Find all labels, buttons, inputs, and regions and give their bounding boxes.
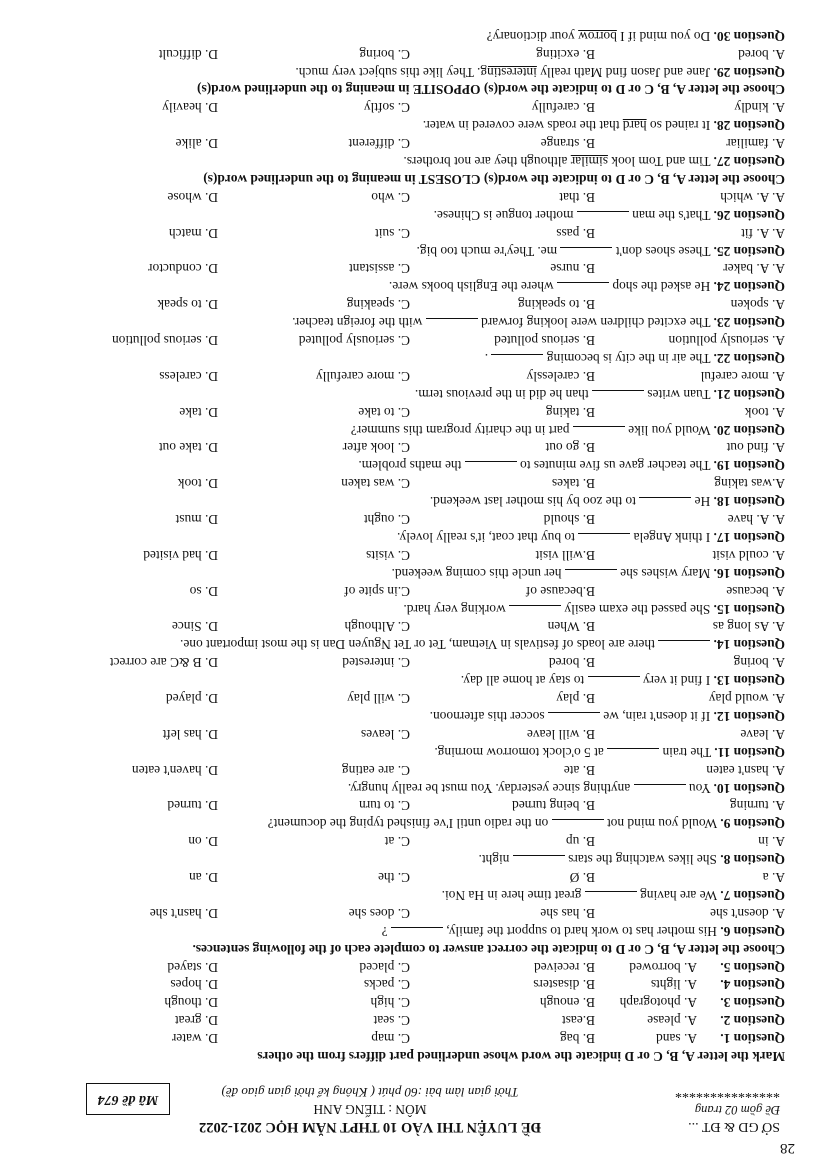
option-a: A. leave bbox=[740, 726, 785, 742]
option-b: B.east bbox=[561, 1013, 595, 1029]
option-b: B. up bbox=[565, 834, 595, 850]
answer-blank bbox=[426, 318, 478, 331]
question-text-before: She passed the exam easily bbox=[564, 601, 711, 617]
synonym-questions bbox=[30, 99, 785, 171]
option-d: D. take bbox=[179, 404, 218, 420]
answer-options bbox=[30, 474, 785, 492]
question-stem bbox=[30, 27, 785, 45]
question-label: Question 29. bbox=[713, 64, 785, 80]
question-row bbox=[30, 1029, 785, 1047]
option-d: D. played bbox=[165, 691, 218, 707]
option-d: D. difficult bbox=[158, 46, 218, 62]
underlined-word: interesting bbox=[480, 64, 537, 80]
underlined-word: borrow bbox=[578, 28, 617, 44]
answer-blank bbox=[509, 605, 561, 618]
option-a: A. please bbox=[647, 1013, 697, 1029]
question-text-after: that the roads were covered in water. bbox=[422, 118, 623, 134]
answer-options bbox=[30, 367, 785, 385]
option-a: A. lights bbox=[650, 977, 697, 993]
answer-options bbox=[30, 653, 785, 671]
option-a: A. A. baker bbox=[723, 261, 785, 277]
question-text-after: great time here in Ha Noi. bbox=[441, 887, 582, 903]
answer-options bbox=[30, 295, 785, 313]
option-b: B. should bbox=[543, 512, 595, 528]
question-label: Question 4. bbox=[720, 977, 785, 993]
option-a: A. boring bbox=[733, 655, 785, 671]
question-stem bbox=[30, 385, 785, 403]
option-b: B. taking bbox=[545, 404, 595, 420]
option-c: C. was taken bbox=[341, 476, 410, 492]
question-label: Question 17. bbox=[713, 529, 785, 545]
option-d: D. on bbox=[188, 834, 218, 850]
option-c: C. Although bbox=[344, 619, 410, 635]
question-text-after: to stay at home all day. bbox=[460, 673, 585, 689]
option-d: D. had visited bbox=[143, 547, 218, 563]
question-label: Question 10. bbox=[713, 780, 785, 796]
question-text-before: Mary wishes she bbox=[620, 565, 711, 581]
option-d: D. whose bbox=[167, 189, 218, 205]
question-text-after: with the foreign teacher. bbox=[292, 315, 423, 331]
option-c: C. are eating bbox=[341, 762, 410, 778]
question-text-before: The train bbox=[662, 744, 712, 760]
answer-blank bbox=[557, 282, 609, 295]
question-text-before: I think Angela bbox=[633, 529, 711, 545]
exam-subject: MÔN : TIẾNG ANH bbox=[313, 1102, 427, 1117]
question-text-before: Do you mind if I bbox=[616, 28, 711, 44]
section1-instruction: Mark the letter A, B, C or D indicate the word whose underlined part differs from the others bbox=[257, 1049, 785, 1064]
option-d: D. alike bbox=[175, 136, 218, 152]
option-c: C. placed bbox=[359, 959, 410, 975]
question-label: Question 15. bbox=[713, 601, 785, 617]
option-a: A. As long as bbox=[712, 619, 785, 635]
question-text-before: If it doesn't rain, we bbox=[603, 708, 711, 724]
answer-blank bbox=[585, 891, 637, 904]
underlined-word: similar bbox=[570, 154, 608, 170]
option-d: D. water bbox=[171, 1031, 218, 1047]
option-a: A. turning bbox=[729, 798, 785, 814]
question-label: Question 8. bbox=[720, 852, 785, 868]
option-a: A. because bbox=[726, 583, 785, 599]
question-label: Question 20. bbox=[713, 422, 785, 438]
answer-options bbox=[30, 797, 785, 815]
option-b: B. play bbox=[556, 691, 595, 707]
antonym-questions bbox=[30, 27, 785, 81]
question-label: Question 24. bbox=[713, 279, 785, 295]
option-a: A. more careful bbox=[700, 368, 785, 384]
answer-options bbox=[30, 618, 785, 636]
option-c: C. high bbox=[370, 995, 410, 1011]
option-c: C. who bbox=[371, 189, 410, 205]
question-label: Question 14. bbox=[713, 637, 785, 653]
question-stem bbox=[30, 850, 785, 868]
option-b: B. Ø bbox=[569, 870, 595, 886]
option-b: B. takes bbox=[551, 476, 595, 492]
header-title-block bbox=[165, 1084, 575, 1135]
question-text-after: your dictionary? bbox=[486, 28, 579, 44]
question-stem bbox=[30, 456, 785, 474]
answer-blank bbox=[607, 748, 659, 761]
question-text-before: Would you mind not bbox=[607, 816, 718, 832]
option-a: A. familiar bbox=[726, 136, 785, 152]
question-text-before: The air in the city is becoming bbox=[546, 350, 711, 366]
option-c: C. at bbox=[384, 834, 410, 850]
department: SỞ GD & ĐT ... bbox=[688, 1119, 780, 1134]
answer-blank bbox=[552, 819, 604, 832]
option-d: D. hopes bbox=[170, 977, 218, 993]
option-d: D. so bbox=[189, 583, 218, 599]
question-stem bbox=[30, 206, 785, 224]
answer-blank bbox=[577, 211, 629, 224]
question-stem bbox=[30, 779, 785, 797]
option-d: D. take out bbox=[158, 440, 218, 456]
question-text-after: mother tongue is Chinese. bbox=[433, 207, 574, 223]
option-a: A.was taking bbox=[714, 476, 785, 492]
question-stem bbox=[30, 528, 785, 546]
underlined-word: hard bbox=[622, 118, 647, 134]
option-b: B. to speaking bbox=[518, 297, 595, 313]
answer-options bbox=[30, 134, 785, 152]
answer-options bbox=[30, 689, 785, 707]
answer-options bbox=[30, 99, 785, 117]
answer-blank bbox=[634, 784, 686, 797]
question-label: Question 30. bbox=[713, 28, 785, 44]
question-row bbox=[30, 976, 785, 994]
question-text-before: The excited children were looking forward bbox=[481, 315, 711, 331]
question-label: Question 3. bbox=[720, 995, 785, 1011]
question-text-after: her uncle this coming weekend. bbox=[391, 565, 562, 581]
option-d: D. Since bbox=[171, 619, 218, 635]
answer-options bbox=[30, 260, 785, 278]
option-d: D. great bbox=[174, 1013, 218, 1029]
option-b: B. go out bbox=[545, 440, 595, 456]
option-c: C. softly bbox=[363, 100, 410, 116]
question-row bbox=[30, 993, 785, 1011]
option-c: C. assistant bbox=[348, 261, 410, 277]
question-text-before: He asked the shop bbox=[612, 279, 711, 295]
option-a: A. took bbox=[744, 404, 785, 420]
option-b: B. carefully bbox=[531, 100, 595, 116]
question-label: Question 2. bbox=[720, 1013, 785, 1029]
exam-code-box: Mã đề 674 bbox=[86, 1083, 170, 1115]
question-text-before: The teacher gave us five minutes to bbox=[520, 458, 711, 474]
answer-options bbox=[30, 832, 785, 850]
answer-blank bbox=[592, 390, 644, 403]
answer-options bbox=[30, 224, 785, 242]
answer-blank bbox=[565, 569, 617, 582]
question-text-after: me. They're much too big. bbox=[416, 243, 558, 259]
question-text-after: although they are not brothers. bbox=[403, 154, 571, 170]
question-stem bbox=[30, 743, 785, 761]
grammar-questions bbox=[30, 188, 785, 940]
question-text-after: ? bbox=[381, 923, 388, 939]
question-stem bbox=[30, 600, 785, 618]
answer-options bbox=[30, 582, 785, 600]
question-stem bbox=[30, 564, 785, 582]
question-label: Question 6. bbox=[720, 923, 785, 939]
option-c: C. to take bbox=[358, 404, 410, 420]
option-b: B. received bbox=[534, 959, 595, 975]
question-text-before: Would you like bbox=[628, 422, 711, 438]
option-b: B. strange bbox=[540, 136, 595, 152]
question-text-after: there are loads of festivals in Vietnam, Tet or Tet Nguyen Dan is the most important one. bbox=[180, 637, 655, 653]
answer-options bbox=[30, 188, 785, 206]
header-left bbox=[675, 1084, 780, 1135]
question-stem bbox=[30, 492, 785, 510]
answer-blank bbox=[658, 640, 710, 653]
question-text-after: night. bbox=[478, 852, 510, 868]
answer-options bbox=[30, 403, 785, 421]
question-text-before: He bbox=[694, 494, 711, 510]
option-d: D. to speak bbox=[157, 297, 218, 313]
option-a: A. spoken bbox=[730, 297, 785, 313]
option-a: A. could visit bbox=[712, 547, 785, 563]
question-label: Question 26. bbox=[713, 207, 785, 223]
option-d: D. has left bbox=[162, 726, 218, 742]
answer-blank bbox=[491, 354, 543, 367]
option-b: B. ate bbox=[563, 762, 595, 778]
option-b: B. disasters bbox=[533, 977, 595, 993]
option-a: A. borrowed bbox=[629, 959, 697, 975]
option-d: D. took bbox=[177, 476, 218, 492]
question-stem bbox=[30, 116, 785, 134]
option-a: A. hasn't eaten bbox=[706, 762, 785, 778]
option-a: A. sand bbox=[656, 1031, 697, 1047]
option-b: B. nurse bbox=[550, 261, 595, 277]
option-c: C. seat bbox=[373, 1013, 410, 1029]
question-text-after: to the zoo by his mother last weekend. bbox=[429, 494, 636, 510]
answer-blank bbox=[391, 927, 443, 940]
question-text-after: where the English books were. bbox=[388, 279, 554, 295]
option-b: B. has she bbox=[540, 905, 595, 921]
option-d: D. careless bbox=[159, 368, 218, 384]
section3-instruction: Choose the letter A, B, C or D to indicate the word(s) CLOSEST in meaning to the underlined word(s) bbox=[203, 172, 785, 187]
question-text-after: anything since yesterday. You must be really hungry. bbox=[347, 780, 631, 796]
question-stem bbox=[30, 242, 785, 260]
question-stem bbox=[30, 707, 785, 725]
question-text-before: Tim and Tom look bbox=[607, 154, 711, 170]
question-row bbox=[30, 958, 785, 976]
option-b: B. When bbox=[547, 619, 595, 635]
question-stem bbox=[30, 421, 785, 439]
question-text-after: the maths problem. bbox=[358, 458, 462, 474]
question-text-after: at 5 o'clock tomorrow morning. bbox=[434, 744, 604, 760]
option-b: B.because of bbox=[525, 583, 595, 599]
option-c: C. different bbox=[348, 136, 410, 152]
option-b: B. bored bbox=[548, 655, 595, 671]
question-label: Question 12. bbox=[713, 708, 785, 724]
option-c: C. ought bbox=[363, 512, 410, 528]
option-d: D. turned bbox=[167, 798, 218, 814]
option-c: C. will play bbox=[347, 691, 410, 707]
question-stem bbox=[30, 886, 785, 904]
question-text-before: It rained so bbox=[646, 118, 711, 134]
option-b: B. serious polluted bbox=[494, 333, 595, 349]
question-text-before: I find it very bbox=[642, 673, 711, 689]
option-c: C. more carefully bbox=[315, 368, 410, 384]
option-c: C. map bbox=[371, 1031, 410, 1047]
question-label: Question 13. bbox=[713, 673, 785, 689]
option-d: D. B &C are correct bbox=[109, 655, 218, 671]
option-b: B. enough bbox=[539, 995, 595, 1011]
question-stem bbox=[30, 277, 785, 295]
page-count-note: Đề gồm 02 trang bbox=[694, 1103, 780, 1117]
exam-content bbox=[30, 27, 785, 1065]
option-d: D. haven't eaten bbox=[131, 762, 218, 778]
answer-blank bbox=[578, 533, 630, 546]
section2-instruction: Choose the letter A, B, C or D to indicate the correct answer to complete each of the following sentences. bbox=[192, 941, 785, 957]
answer-options bbox=[30, 45, 785, 63]
question-label: Question 9. bbox=[720, 816, 785, 832]
option-a: A. find out bbox=[726, 440, 785, 456]
question-row bbox=[30, 1011, 785, 1029]
option-c: C. leaves bbox=[360, 726, 410, 742]
answer-options bbox=[30, 439, 785, 457]
option-d: D. heavily bbox=[162, 100, 218, 116]
answer-options bbox=[30, 761, 785, 779]
option-c: C. look after bbox=[342, 440, 410, 456]
question-stem bbox=[30, 152, 785, 170]
option-c: C. visits bbox=[366, 547, 410, 563]
answer-options bbox=[30, 868, 785, 886]
question-text-after: . They like this subject very much. bbox=[295, 64, 481, 80]
question-stem bbox=[30, 313, 785, 331]
question-label: Question 21. bbox=[713, 386, 785, 402]
stars-divider: *************** bbox=[675, 1085, 780, 1100]
option-a: A. bored bbox=[738, 46, 785, 62]
answer-options bbox=[30, 331, 785, 349]
option-a: A. seriously pollution bbox=[668, 333, 785, 349]
section4-instruction: Choose the letter A, B, C or D to indicate the word(s) OPPOSITE in meaning to the underlined word(s) bbox=[197, 82, 785, 98]
question-label: Question 27. bbox=[713, 154, 785, 170]
question-stem bbox=[30, 671, 785, 689]
answer-options bbox=[30, 904, 785, 922]
option-d: D. conductor bbox=[148, 261, 218, 277]
question-label: Question 19. bbox=[713, 458, 785, 474]
question-text-after: working very hard. bbox=[403, 601, 506, 617]
question-label: Question 11. bbox=[714, 744, 785, 760]
question-label: Question 1. bbox=[720, 1031, 785, 1047]
option-d: D. serious pollution bbox=[111, 333, 218, 349]
option-c: C.in spite of bbox=[344, 583, 410, 599]
answer-blank bbox=[588, 676, 640, 689]
option-a: A. in bbox=[758, 834, 785, 850]
option-d: D. must bbox=[175, 512, 218, 528]
question-text-before: His mother has to work hard to support the family, bbox=[446, 923, 717, 939]
option-c: C. does she bbox=[348, 905, 410, 921]
option-a: A. kindly bbox=[734, 100, 785, 116]
option-c: C. boring bbox=[359, 46, 410, 62]
option-b: B. carelessly bbox=[526, 368, 595, 384]
question-text-before: You bbox=[688, 780, 711, 796]
option-c: C. seriously polluted bbox=[298, 333, 410, 349]
question-label: Question 18. bbox=[713, 494, 785, 510]
question-stem bbox=[30, 635, 785, 653]
option-b: B. bag bbox=[560, 1031, 595, 1047]
answer-blank bbox=[560, 247, 612, 260]
option-b: B. being turned bbox=[512, 798, 595, 814]
option-b: B. that bbox=[559, 189, 595, 205]
option-a: A. A. fit bbox=[741, 225, 785, 241]
answer-options bbox=[30, 546, 785, 564]
option-c: C. suit bbox=[375, 225, 410, 241]
option-c: C. packs bbox=[363, 977, 410, 993]
option-c: C. interested bbox=[342, 655, 410, 671]
question-label: Question 23. bbox=[713, 315, 785, 331]
exam-time: Thời gian làm bài :60 phút ( Không kể thời gian giao đề) bbox=[221, 1085, 519, 1100]
question-text-after: . bbox=[484, 350, 489, 366]
option-a: A. A. have bbox=[727, 512, 785, 528]
question-label: Question 5. bbox=[720, 959, 785, 975]
pronunciation-questions bbox=[30, 958, 785, 1047]
option-a: A. photograph bbox=[619, 995, 697, 1011]
option-d: D. though bbox=[164, 995, 218, 1011]
option-a: A. a bbox=[762, 870, 785, 886]
question-text-before: We are having bbox=[640, 887, 718, 903]
question-stem bbox=[30, 814, 785, 832]
option-a: A. doesn't she bbox=[710, 905, 785, 921]
question-text-before: That's the man bbox=[632, 207, 711, 223]
question-label: Question 28. bbox=[713, 118, 785, 134]
question-text-after: to buy that coat, it's really lovely. bbox=[397, 529, 575, 545]
question-text-before: Jane and Jason find Math really bbox=[536, 64, 711, 80]
question-stem bbox=[30, 63, 785, 81]
question-text-before: She likes watching the stars bbox=[568, 852, 717, 868]
option-b: B. will leave bbox=[526, 726, 595, 742]
page-number: 28 bbox=[780, 1140, 795, 1156]
option-c: C. to turn bbox=[359, 798, 410, 814]
answer-options bbox=[30, 510, 785, 528]
question-label: Question 16. bbox=[713, 565, 785, 581]
answer-blank bbox=[465, 461, 517, 474]
question-text-after: soccer this afternoon. bbox=[429, 708, 545, 724]
option-b: B. pass bbox=[556, 225, 595, 241]
option-d: D. stayed bbox=[167, 959, 218, 975]
question-text-before: Tuan writes bbox=[647, 386, 711, 402]
question-label: Question 7. bbox=[720, 887, 785, 903]
option-c: C. the bbox=[378, 870, 410, 886]
question-label: Question 22. bbox=[713, 350, 785, 366]
option-a: A. A. which bbox=[720, 189, 785, 205]
question-stem bbox=[30, 349, 785, 367]
answer-blank bbox=[548, 712, 600, 725]
question-label: Question 25. bbox=[713, 243, 785, 259]
question-text-before: These shoes don't bbox=[615, 243, 711, 259]
option-d: D. an bbox=[188, 870, 218, 886]
option-d: D. match bbox=[168, 225, 218, 241]
answer-options bbox=[30, 725, 785, 743]
option-a: A. would play bbox=[708, 691, 785, 707]
option-b: B. exciting bbox=[536, 46, 595, 62]
question-text-after: on the radio until I've finished typing the document? bbox=[267, 816, 549, 832]
answer-blank bbox=[513, 855, 565, 868]
question-stem bbox=[30, 922, 785, 940]
option-d: D. hasn't she bbox=[149, 905, 218, 921]
option-c: C. speaking bbox=[346, 297, 410, 313]
exam-title: ĐỀ LUYỆN THI VÀO 10 THPT NĂM HỌC 2021-2022 bbox=[198, 1119, 542, 1135]
option-b: B.will visit bbox=[535, 547, 595, 563]
question-text-after: part in the charity program this summer? bbox=[350, 422, 570, 438]
answer-blank bbox=[573, 426, 625, 439]
answer-blank bbox=[639, 497, 691, 510]
question-text-after: than he did in the previous term. bbox=[414, 386, 589, 402]
